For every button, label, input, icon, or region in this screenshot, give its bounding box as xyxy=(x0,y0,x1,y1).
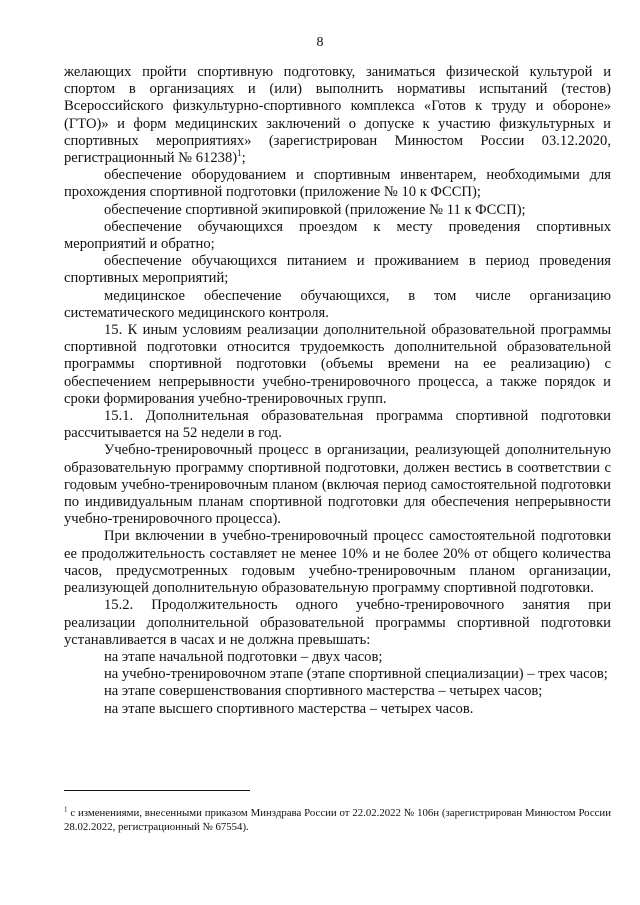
body-text xyxy=(64,64,611,718)
footnote-marker: 1 xyxy=(64,805,68,814)
paragraph-medical: медицинское обеспечение обучающихся, в том числе организацию систематического медицинского контроля. xyxy=(64,287,611,321)
list-item: на этапе высшего спортивного мастерства – четырех часов. xyxy=(104,700,474,717)
paragraph-15-1: 15.1. Дополнительная образовательная программа спортивной подготовки рассчитывается на 52 недели в год. xyxy=(64,408,611,442)
paragraph-meals: обеспечение обучающихся питанием и проживанием в период проведения спортивных мероприятий; xyxy=(64,253,611,287)
footnote-reference[interactable]: 1 xyxy=(237,148,242,159)
list-item: на этапе совершенствования спортивного мастерства – четырех часов; xyxy=(104,683,543,700)
footnote-text: с изменениями, внесенными приказом Минздрава России от 22.02.2022 № 106н (зарегистрирован Минюстом России 28.02.2022, регистрационный № 67554). xyxy=(64,807,611,833)
paragraph-training-process: Учебно-тренировочный процесс в организации, реализующей дополнительную образовательную программу спортивной подготовки, должен вестись в соответствии с годовым учебно-тренировочным планом (включая период самостоятельной подготовки по индивидуальным планам спортивной подготовки для обеспечения непрерывности учебно-тренировочного процесса). xyxy=(64,442,611,528)
list-item: на учебно-тренировочном этапе (этапе спортивной специализации) – трех часов; xyxy=(104,666,608,683)
paragraph-15-2: 15.2. Продолжительность одного учебно-тренировочного занятия при реализации дополнительной образовательной программы спортивной подготовки устанавливается в часах и не должна превышать: xyxy=(64,597,611,648)
paragraph-self-training: При включении в учебно-тренировочный процесс самостоятельной подготовки ее продолжительность составляет не менее 10% и не более 20% от общего количества часов, предусмотренных годовым учебно-тренировочным планом организации, реализующей дополнительную образовательную программу спортивной подготовки. xyxy=(64,528,611,597)
footnote-divider xyxy=(64,790,250,791)
paragraph-travel: обеспечение обучающихся проездом к месту проведения спортивных мероприятий и обратно; xyxy=(64,218,611,253)
paragraph-15: 15. К иным условиям реализации дополнительной образовательной программы спортивной подготовки относится трудоемкость дополнительной образовательной программы спортивной подготовки (объемы времени на ее реализацию) с обеспечением непрерывности учебно-тренировочного процесса, а также порядок и сроки формирования учебно-тренировочных групп. xyxy=(64,322,611,407)
paragraph-equipment: обеспечение оборудованием и спортивным инвентарем, необходимыми для прохождения спортивной подготовки (приложение № 10 к ФССП); xyxy=(64,167,611,201)
paragraph-outfit: обеспечение спортивной экипировкой (приложение № 11 к ФССП); xyxy=(104,201,526,218)
paragraph-continuation: желающих пройти спортивную подготовку, заниматься физической культурой и спортом в организациях и (или) выполнить нормативы испытаний (тестов) Всероссийского физкультурно-спортивного комплекса «Готов к труду и обороне» (ГТО)» и форм медицинских заключений о допуске к участию физкультурных и спортивных мероприятиях» (зарегистрирован Минюстом России 03.12.2020, регистрационный № 61238)$^1$; xyxy=(64,64,611,167)
list-item: на этапе начальной подготовки – двух часов; xyxy=(104,648,383,665)
footnote xyxy=(64,807,611,834)
page-number: 8 xyxy=(316,35,324,50)
